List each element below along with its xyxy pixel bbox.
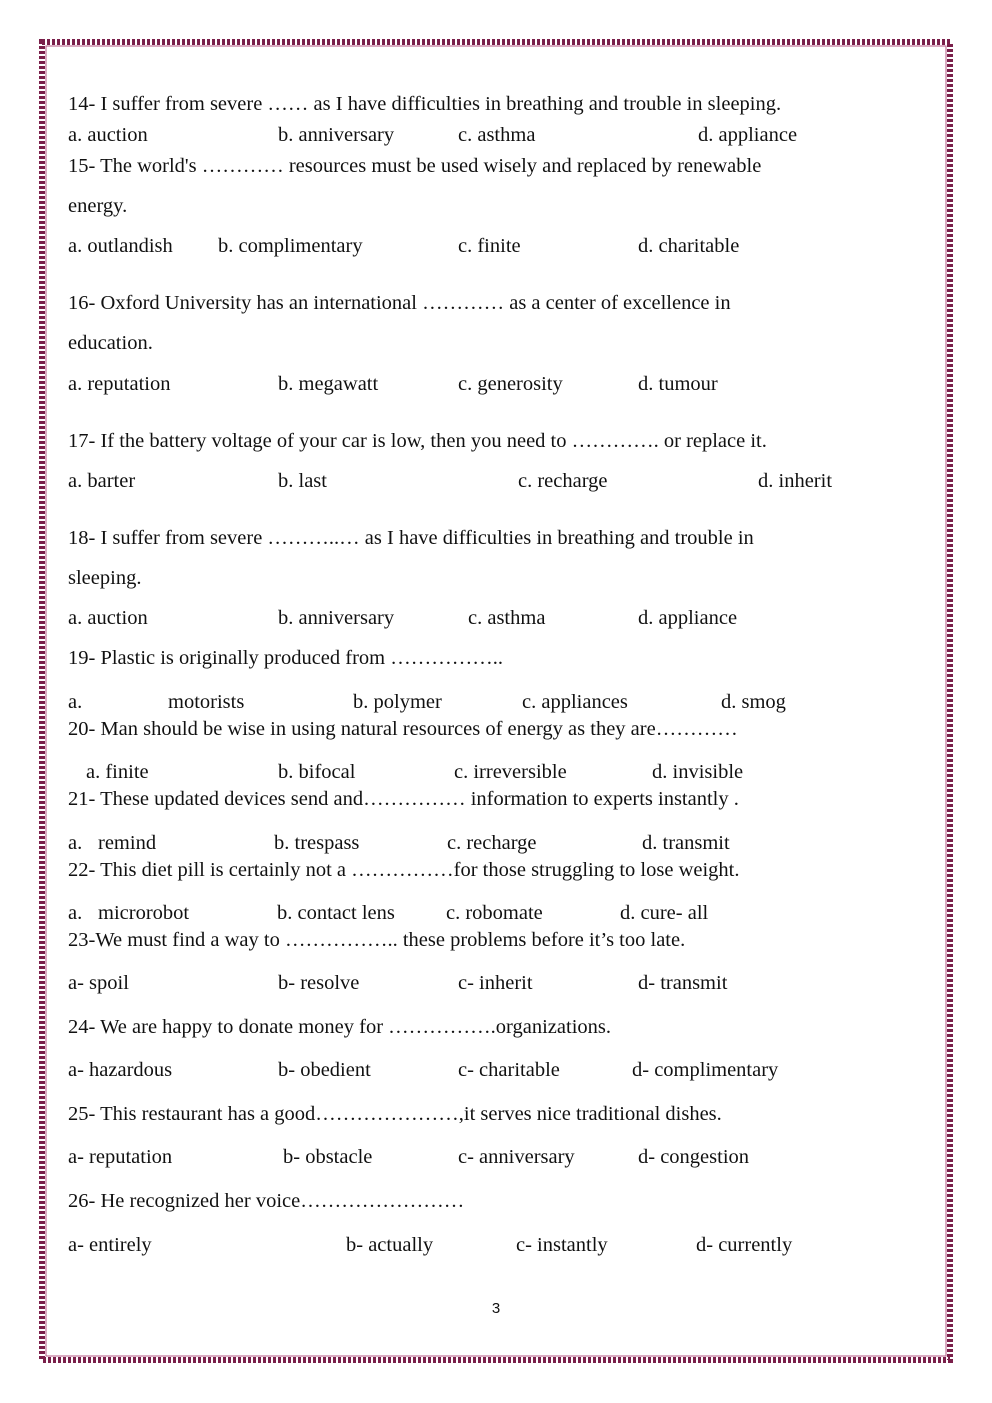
question-24-option-c: c- charitable xyxy=(458,1059,560,1081)
question-22-text: 22- This diet pill is certainly not a ……………for those struggling to lose weight. xyxy=(68,859,740,881)
question-17-option-d: d. inherit xyxy=(758,470,833,492)
question-16-text-cont: education. xyxy=(68,332,153,354)
question-23-text: 23-We must find a way to …………….. these problems before it’s too late. xyxy=(68,929,686,951)
question-18-option-b: b. anniversary xyxy=(278,607,395,629)
question-15-text-cont: energy. xyxy=(68,195,128,217)
question-25-text: 25- This restaurant has a good…………………,it serves nice traditional dishes. xyxy=(68,1103,722,1125)
question-14-option-a: a. auction xyxy=(68,124,148,146)
question-26-option-c: c- instantly xyxy=(516,1234,608,1256)
question-26-text: 26- He recognized her voice…………………… xyxy=(68,1190,465,1212)
question-23-option-d: d- transmit xyxy=(638,972,728,994)
question-15-option-b: b. complimentary xyxy=(218,235,363,257)
page-number: 3 xyxy=(491,1300,501,1317)
question-16-option-d: d. tumour xyxy=(638,373,718,395)
question-14-option-b: b. anniversary xyxy=(278,124,395,146)
question-25-option-c: c- anniversary xyxy=(458,1146,575,1168)
question-24-option-b: b- obedient xyxy=(278,1059,371,1081)
question-23-option-b: b- resolve xyxy=(278,972,360,994)
question-24-option-d: d- complimentary xyxy=(632,1059,779,1081)
question-23-option-c: c- inherit xyxy=(458,972,533,994)
question-24-option-a: a- hazardous xyxy=(68,1059,173,1081)
question-20-option-a: a. finite xyxy=(86,761,149,783)
question-19-option-c: c. appliances xyxy=(522,691,628,713)
question-15-option-c: c. finite xyxy=(458,235,521,257)
question-14-option-c: c. asthma xyxy=(458,124,536,146)
question-16-option-c: c. generosity xyxy=(458,373,563,395)
question-19-option-b: b. polymer xyxy=(353,691,442,713)
question-26-option-a: a- entirely xyxy=(68,1234,152,1256)
question-19-option-a-letter: a. xyxy=(68,691,83,713)
question-21-option-a-letter: a. xyxy=(68,832,83,854)
question-19-option-a: motorists xyxy=(168,691,245,713)
question-18-text: 18- I suffer from severe ………..… as I have difficulties in breathing and trouble in xyxy=(68,527,754,549)
question-22-option-b: b. contact lens xyxy=(277,902,395,924)
question-20-option-c: c. irreversible xyxy=(454,761,567,783)
question-21-option-b: b. trespass xyxy=(274,832,360,854)
question-15-option-d: d. charitable xyxy=(638,235,740,257)
question-26-option-b: b- actually xyxy=(346,1234,434,1256)
question-18-option-a: a. auction xyxy=(68,607,148,629)
question-21-option-c: c. recharge xyxy=(447,832,537,854)
question-18-option-c: c. asthma xyxy=(468,607,546,629)
question-20-option-b: b. bifocal xyxy=(278,761,356,783)
question-24-text: 24- We are happy to donate money for …………….organizations. xyxy=(68,1016,611,1038)
question-16-option-a: a. reputation xyxy=(68,373,171,395)
question-25-option-b: b- obstacle xyxy=(283,1146,373,1168)
question-17-option-c: c. recharge xyxy=(518,470,608,492)
question-15-text: 15- The world's ………… resources must be used wisely and replaced by renewable xyxy=(68,155,762,177)
question-14-option-d: d. appliance xyxy=(698,124,798,146)
question-14-text: 14- I suffer from severe …… as I have difficulties in breathing and trouble in sleeping. xyxy=(68,93,782,115)
question-18-text-cont: sleeping. xyxy=(68,567,142,589)
question-17-option-b: b. last xyxy=(278,470,327,492)
question-22-option-a: microrobot xyxy=(98,902,190,924)
question-15-option-a: a. outlandish xyxy=(68,235,173,257)
question-26-option-d: d- currently xyxy=(696,1234,793,1256)
question-21-option-a: remind xyxy=(98,832,157,854)
question-20-option-d: d. invisible xyxy=(652,761,744,783)
question-21-option-d: d. transmit xyxy=(642,832,730,854)
question-16-option-b: b. megawatt xyxy=(278,373,379,395)
question-16-text: 16- Oxford University has an international ………… as a center of excellence in xyxy=(68,292,731,314)
question-25-option-a: a- reputation xyxy=(68,1146,173,1168)
question-23-option-a: a- spoil xyxy=(68,972,129,994)
question-19-option-d: d. smog xyxy=(721,691,786,713)
question-22-option-d: d. cure- all xyxy=(620,902,709,924)
question-20-text: 20- Man should be wise in using natural resources of energy as they are………… xyxy=(68,718,738,740)
question-17-text: 17- If the battery voltage of your car is low, then you need to …………. or replace it. xyxy=(68,430,767,452)
question-19-text: 19- Plastic is originally produced from …………….. xyxy=(68,647,503,669)
question-22-option-c: c. robomate xyxy=(446,902,543,924)
question-17-option-a: a. barter xyxy=(68,470,136,492)
question-21-text: 21- These updated devices send and…………… information to experts instantly . xyxy=(68,788,739,810)
question-18-option-d: d. appliance xyxy=(638,607,738,629)
question-25-option-d: d- congestion xyxy=(638,1146,750,1168)
question-22-option-a-letter: a. xyxy=(68,902,83,924)
